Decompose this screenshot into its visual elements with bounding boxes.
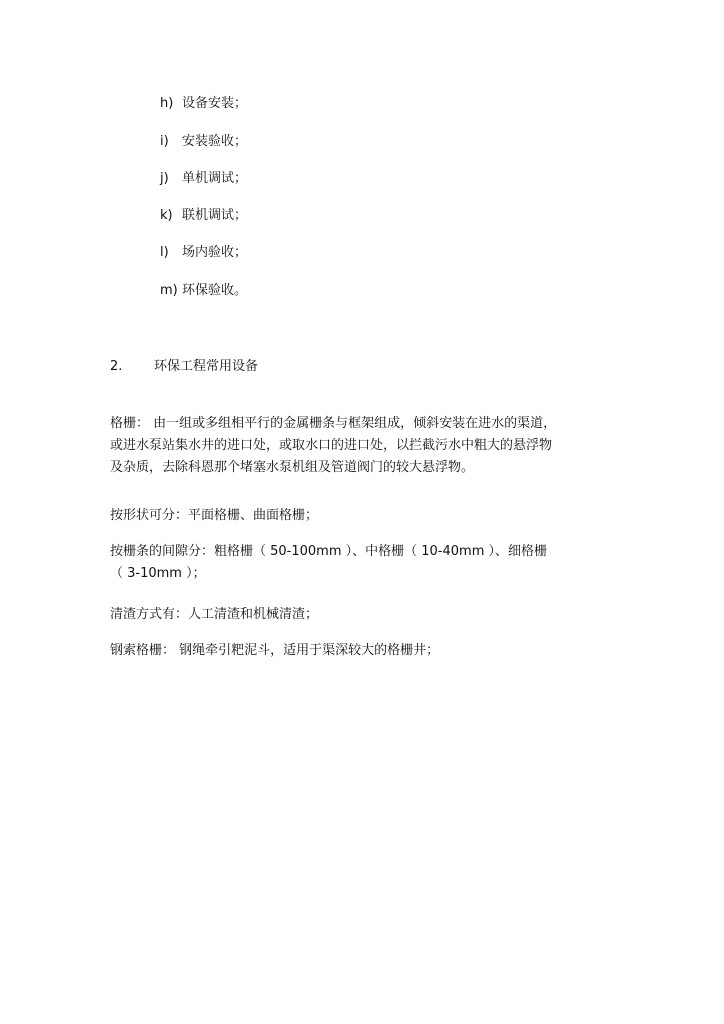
list-item	[160, 208, 247, 224]
list-marker: l)	[160, 245, 169, 260]
list-item	[160, 134, 247, 150]
paragraph-line: 清渣方式有：人工清渣和机械清渣；	[110, 607, 319, 622]
list-text: 单机调试；	[182, 171, 248, 186]
paragraph-by-shape	[110, 505, 600, 527]
paragraph-cable-grille	[110, 640, 600, 662]
paragraph-cleaning	[110, 604, 600, 626]
list-marker: h)	[160, 96, 174, 111]
list-item	[160, 171, 247, 187]
paragraph-grille-definition	[110, 413, 600, 479]
paragraph-line: 及杂质，去除科恩那个堵塞水泵机组及管道阀门的较大悬浮物。	[110, 460, 475, 475]
section-heading	[110, 359, 258, 375]
paragraph-by-gap	[110, 541, 600, 585]
list-text: 设备安装；	[182, 96, 248, 111]
list-text: 安装验收；	[182, 134, 248, 149]
list-text: 场内验收；	[182, 245, 248, 260]
paragraph-line: 按形状可分：平面格栅、曲面格栅；	[110, 508, 319, 523]
list-text: 联机调试；	[182, 208, 248, 223]
section-number: 2.	[110, 359, 123, 374]
list-marker: m)	[160, 283, 178, 298]
section-title: 环保工程常用设备	[154, 359, 259, 374]
list-item	[160, 245, 247, 261]
list-marker: i)	[160, 134, 169, 149]
paragraph-line: 或进水泵站集水井的进口处，或取水口的进口处，以拦截污水中粗大的悬浮物	[110, 438, 553, 453]
list-marker: k)	[160, 208, 173, 223]
list-item	[160, 283, 247, 299]
list-text: 环保验收。	[182, 283, 248, 298]
paragraph-line: 钢索格栅： 钢绳牵引粑泥斗，适用于渠深较大的格栅井；	[110, 643, 440, 658]
paragraph-line: 格栅： 由一组或多组相平行的金属栅条与框架组成，倾斜安装在进水的渠道，	[110, 416, 557, 431]
paragraph-line: 按栅条的间隙分：粗格栅（ 50-100mm ）、中格栅（ 10-40mm ）、细格栅	[110, 544, 548, 559]
paragraph-line: （ 3-10mm ）；	[110, 566, 206, 581]
list-item	[160, 96, 247, 112]
list-marker: j)	[160, 171, 169, 186]
